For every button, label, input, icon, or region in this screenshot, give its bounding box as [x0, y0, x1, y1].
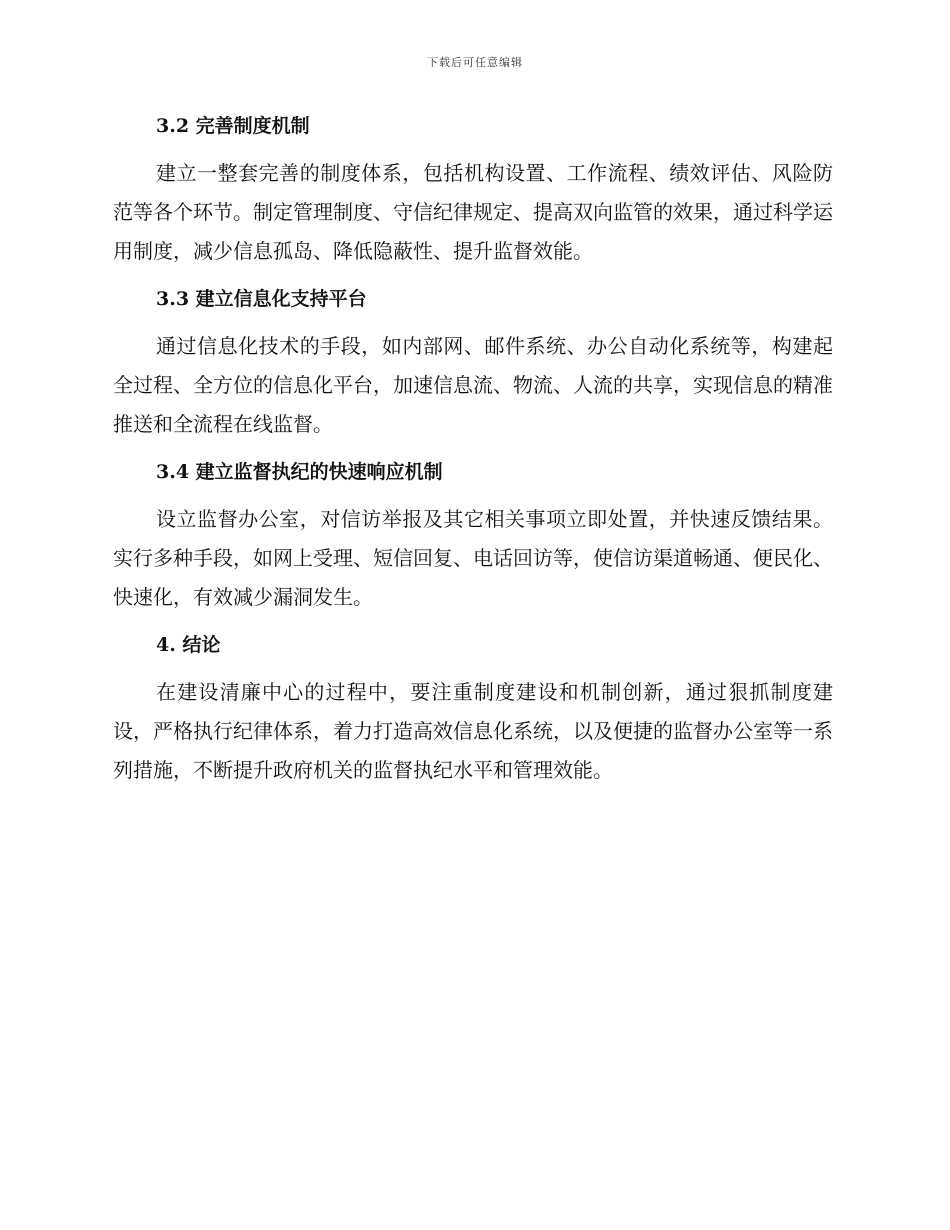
- section-paragraph: 建立一整套完善的制度体系，包括机构设置、工作流程、绩效评估、风险防范等各个环节。制定管理制度、守信纪律规定、提高双向监管的效果，通过科学运用制度，减少信息孤岛、降低隐蔽性、提升监督效能。: [113, 161, 833, 263]
- section-3-4: [113, 456, 833, 617]
- section-heading: 3.2 完善制度机制: [156, 115, 310, 137]
- section-heading: 3.4 建立监督执纪的快速响应机制: [156, 461, 443, 483]
- section-4-conclusion: [113, 629, 833, 790]
- section-paragraph: 通过信息化技术的手段，如内部网、邮件系统、办公自动化系统等，构建起全过程、全方位的信息化平台，加速信息流、物流、人流的共享，实现信息的精准推送和全流程在线监督。: [113, 334, 833, 436]
- page-header-note: 下载后可任意编辑: [427, 56, 523, 69]
- section-heading: 4. 结论: [156, 634, 221, 656]
- section-paragraph: 设立监督办公室，对信访举报及其它相关事项立即处置，并快速反馈结果。实行多种手段，如网上受理、短信回复、电话回访等，使信访渠道畅通、便民化、快速化，有效减少漏洞发生。: [113, 507, 833, 609]
- section-3-3: [113, 283, 833, 444]
- section-heading: 3.3 建立信息化支持平台: [156, 288, 367, 310]
- document-body: [113, 110, 833, 790]
- section-3-2: [113, 110, 833, 271]
- section-paragraph: 在建设清廉中心的过程中，要注重制度建设和机制创新，通过狠抓制度建设，严格执行纪律体系，着力打造高效信息化系统，以及便捷的监督办公室等一系列措施，不断提升政府机关的监督执纪水平和管理效能。: [113, 680, 833, 782]
